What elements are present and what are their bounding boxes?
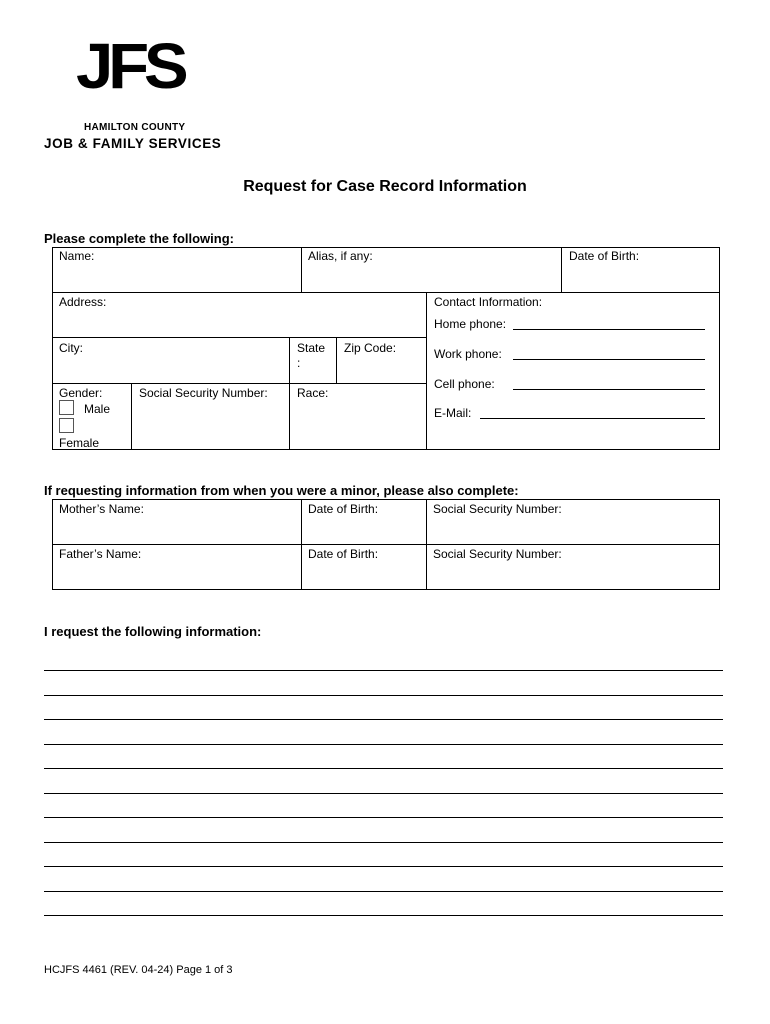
city-label: City: [59,341,83,355]
gender-label: Gender: [59,386,103,400]
request-line[interactable] [44,719,723,720]
alias-field[interactable] [301,247,562,293]
request-line[interactable] [44,793,723,794]
home-phone-input[interactable] [513,329,705,330]
request-line[interactable] [44,744,723,745]
ssn-label: Social Security Number: [139,386,268,400]
section1-heading: Please complete the following: [44,231,234,246]
page-title: Request for Case Record Information [243,178,527,195]
father-dob-field[interactable] [301,544,427,590]
female-label: Female [59,436,100,450]
email-label: E-Mail: [434,406,472,420]
zip-field[interactable] [336,337,427,384]
request-line[interactable] [44,842,723,843]
ssn-field[interactable] [131,383,290,450]
city-field[interactable] [52,337,290,384]
dob-field[interactable] [561,247,720,293]
work-phone-label: Work phone: [434,347,502,361]
race-field[interactable] [289,383,427,450]
cell-phone-input[interactable] [513,389,705,390]
contact-info-field [426,292,720,450]
father-name-label: Father’s Name: [59,547,142,561]
state-field[interactable] [289,337,337,384]
mother-ssn-field[interactable] [426,499,720,545]
request-line[interactable] [44,768,723,769]
father-ssn-label: Social Security Number: [433,547,562,561]
section3-heading: I request the following information: [44,624,262,639]
female-checkbox[interactable] [59,418,74,433]
address-label: Address: [59,295,107,309]
section2-heading: If requesting information from when you were a minor, please also complete: [44,483,519,498]
request-line[interactable] [44,670,723,671]
father-name-field[interactable] [52,544,302,590]
email-input[interactable] [480,418,705,419]
mother-ssn-label: Social Security Number: [433,502,562,516]
state-colon: : [297,356,301,370]
mother-dob-field[interactable] [301,499,427,545]
mother-name-field[interactable] [52,499,302,545]
request-line[interactable] [44,891,723,892]
logo-agency-text: JOB & FAMILY SERVICES [44,136,222,151]
gender-field [52,383,132,450]
work-phone-input[interactable] [513,359,705,360]
logo-county-text: HAMILTON COUNTY [84,122,186,133]
race-label: Race: [297,386,329,400]
father-ssn-field[interactable] [426,544,720,590]
state-label: State [297,341,326,355]
male-label: Male [84,402,111,416]
mother-dob-label: Date of Birth: [308,502,379,516]
contact-label: Contact Information: [434,295,543,309]
address-field[interactable] [52,292,427,338]
name-field[interactable] [52,247,302,293]
father-dob-label: Date of Birth: [308,547,379,561]
alias-label: Alias, if any: [308,249,373,263]
request-line[interactable] [44,695,723,696]
jfs-logo-mark: JFS [76,30,184,102]
dob-label: Date of Birth: [569,249,640,263]
request-line[interactable] [44,915,723,916]
cell-phone-label: Cell phone: [434,377,495,391]
form-footer: HCJFS 4461 (REV. 04-24) Page 1 of 3 [44,964,233,976]
name-label: Name: [59,249,95,263]
request-line[interactable] [44,817,723,818]
mother-name-label: Mother’s Name: [59,502,144,516]
zip-label: Zip Code: [344,341,397,355]
home-phone-label: Home phone: [434,317,507,331]
request-line[interactable] [44,866,723,867]
male-checkbox[interactable] [59,400,74,415]
